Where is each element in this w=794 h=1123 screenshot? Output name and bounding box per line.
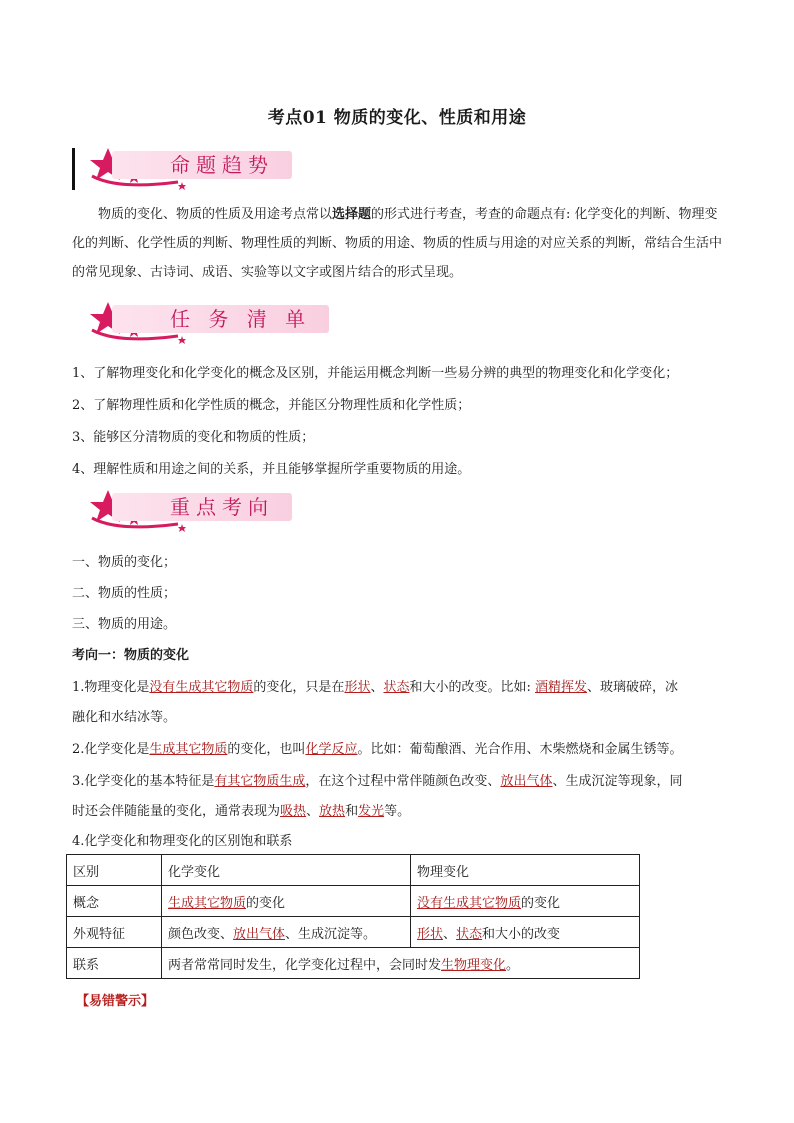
table-cell: 概念 bbox=[67, 886, 162, 917]
comparison-table bbox=[66, 854, 640, 979]
focus-item: 一、物质的变化； bbox=[72, 555, 177, 570]
task-item: 2、了解物理性质和化学性质的概念，并能区分物理性质和化学性质； bbox=[72, 398, 471, 413]
table-cell: 外观特征 bbox=[67, 917, 162, 948]
section-heading: 重点考向 bbox=[112, 493, 292, 521]
direction-paragraph-4: 4.化学变化和物理变化的区别饱和联系 bbox=[72, 834, 293, 849]
direction-paragraph-1-cont: 融化和水结冰等。 bbox=[72, 710, 177, 725]
focus-item: 二、物质的性质； bbox=[72, 586, 177, 601]
table-cell: 颜色改变、放出气体、生成沉淀等。 bbox=[162, 917, 411, 948]
section-heading: 任 务 清 单 bbox=[112, 305, 329, 333]
direction-heading: 考向一：物质的变化 bbox=[72, 648, 190, 663]
table-row bbox=[67, 917, 640, 948]
table-row bbox=[67, 855, 640, 886]
section-heading: 命题趋势 bbox=[112, 151, 292, 179]
table-cell: 没有生成其它物质的变化 bbox=[411, 886, 640, 917]
direction-paragraph-1: 1.物理变化是没有生成其它物质的变化，只是在形状、状态和大小的改变。比如: 酒精挥发、玻璃破碎，冰 bbox=[72, 680, 679, 695]
section-banner-tasks bbox=[72, 300, 312, 346]
table-cell: 生成其它物质的变化 bbox=[162, 886, 411, 917]
page-title: 考点01 物质的变化、性质和用途 bbox=[267, 108, 527, 128]
table-row bbox=[67, 886, 640, 917]
direction-paragraph-3-cont: 时还会伴随能量的变化，通常表现为吸热、放热和发光等。 bbox=[72, 804, 411, 819]
table-header-cell: 区别 bbox=[67, 855, 162, 886]
section-banner-focus bbox=[72, 488, 272, 534]
table-header-cell: 物理变化 bbox=[411, 855, 640, 886]
table-cell: 两者常常同时发生，化学变化过程中，会同时发生物理变化。 bbox=[162, 948, 640, 979]
warning-heading: 【易错警示】 bbox=[76, 994, 155, 1009]
table-row bbox=[67, 948, 640, 979]
direction-paragraph-2: 2.化学变化是生成其它物质的变化，也叫化学反应。比如：葡萄酿酒、光合作用、木柴燃烧和金属生锈等。 bbox=[72, 742, 683, 757]
direction-paragraph-3: 3.化学变化的基本特征是有其它物质生成，在这个过程中常伴随颜色改变、放出气体、生成沉淀等现象，同 bbox=[72, 774, 683, 789]
task-item: 4、理解性质和用途之间的关系，并且能够掌握所学重要物质的用途。 bbox=[72, 462, 471, 477]
table-cell: 形状、状态和大小的改变 bbox=[411, 917, 640, 948]
task-item: 1、了解物理变化和化学变化的概念及区别，并能运用概念判断一些易分辨的典型的物理变化和化学变化； bbox=[72, 366, 679, 381]
table-header-cell: 化学变化 bbox=[162, 855, 411, 886]
focus-item: 三、物质的用途。 bbox=[72, 617, 177, 632]
trend-paragraph: 物质的变化、物质的性质及用途考点常以选择题的形式进行考查，考查的命题点有: 化学变化的判断、物理变化的判断、化学性质的判断、物理性质的判断、物质的用途、物质的性质与用途的对应关系的判断，常结合生活中的常见现象、古诗词、成语、实验等以文字或图片结合的形式呈现。 bbox=[72, 207, 723, 280]
banner-bar bbox=[72, 148, 75, 190]
table-cell: 联系 bbox=[67, 948, 162, 979]
task-item: 3、能够区分清物质的变化和物质的性质； bbox=[72, 430, 315, 445]
section-banner-trend bbox=[72, 146, 272, 192]
